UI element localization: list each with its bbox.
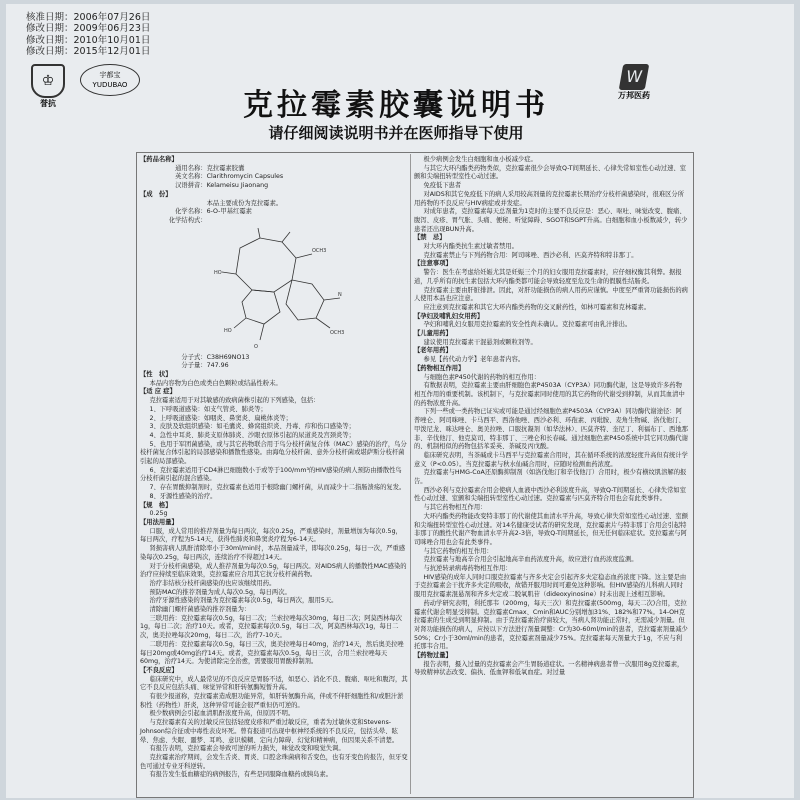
formula-row: 分子量：747.96: [181, 362, 229, 370]
paragraph: 免疫低下患者: [423, 182, 462, 190]
section-heading: 【药物过量】: [414, 652, 452, 660]
wanbang-logo-icon: W: [619, 64, 650, 90]
structure-drawing: [200, 228, 350, 352]
brand-name-right: 万邦医药: [618, 91, 650, 100]
paragraph: 8、牙源性感染的治疗。: [149, 492, 217, 500]
composition-row: 化学名称：6-O-甲基红霉素: [175, 208, 252, 216]
paragraph: 应注意到克拉霉素和其它大环内酯类药物的交叉耐药性，如林可霉素和克林霉素。: [423, 303, 651, 311]
name-row: 英文名称：Clarithromycin Capsules: [175, 173, 284, 181]
right-column: [414, 156, 688, 678]
name-row: 通用名称：克拉霉素胶囊: [175, 164, 245, 172]
paragraph: 1、下呼吸道感染：如支气管炎、肺炎等；: [149, 405, 267, 413]
paragraph: 有报告发生低血糖症的病例报告，有些是同服降血糖药或胰岛素。: [149, 771, 333, 779]
paragraph: 预防MAC的推荐剂量为成人每次0.5g，每日两次。: [149, 588, 291, 596]
paragraph: 2、上呼吸道感染：如咽炎、鼻窦炎、扁桃体炎等；: [149, 414, 292, 422]
paragraph: 克拉霉素主要由肝脏排泄。因此，对肝功能损伤的病人用药应谨慎。中度至严重肾功能损伤的病人使用本品也应注意。: [414, 286, 688, 303]
paragraph: 克拉霉素与地高辛合用会引起地高辛血药浓度升高，故应进行血药浓度监测。: [423, 556, 638, 564]
paragraph: 5、也用于军团菌感染，或与其它药物联合用于鸟分枝杆菌复合体（MAC）感染的治疗，鸟分枝杆菌复合体引起的局部感染和播散性感染。由海龟分枝杆菌、意外分枝杆菌或堪萨斯分枝杆菌引起的局部感染。: [140, 440, 407, 466]
svg-text:N: N: [338, 291, 342, 298]
svg-text:HO: HO: [214, 269, 222, 276]
section-heading: 【老年用药】: [414, 347, 452, 355]
brand-name-middle-en: YUDUBAO: [92, 81, 128, 89]
paragraph: 治疗非结核分枝杆菌感染的也应该继续用药。: [149, 579, 276, 587]
paragraph: 对成年患者，克拉霉素每天总剂量为1克时的主要不良反应是：恶心、呕吐、味觉改变、腹痛、腹泻、皮疹、胃气胀、头痛、便秘、听觉障碍、SGOT和SGPT升高。白细胞和血小板数减少，转少患者还出现BUN升高。: [414, 208, 688, 233]
paragraph: 下列一些或一类药物已证实或可能是通过经细胞色素P4503A（CYP3A）同功酶代谢途径：阿普唑仑、阿司咪唑、卡马西平、西洛他唑、西沙必利、环孢素、丙吡胺、麦角生物碱、洛伐他汀、甲泼尼龙、咪达唑仑、奥美拉唑、口服抗凝剂（如华法林）、匹莫齐特、奎尼丁、利福布丁、西地那非、辛伐他汀、他克莫司、特非那丁、三唑仑和长春碱。通过细胞色素P450系统中其它同功酶代谢的、机制相似的药物包括苯妥英、茶碱及丙戊酸。: [414, 408, 688, 451]
leaflet-sheet: [6, 4, 794, 798]
paragraph: 报告表明，摄入过量的克拉霉素会产生胃肠道症状。一名精神病患者曾一次服用8g克拉霉素，导致精神状态改变、偏执、低血钾和低氧血症。对过量: [414, 660, 684, 677]
name-row: 汉语拼音：Kelameisu Jiaonang: [175, 182, 269, 190]
paragraph: 极少数病例会引起血清肌酐浓度升高，但原因不明。: [149, 710, 295, 718]
svg-text:OCH3: OCH3: [330, 329, 345, 336]
section-heading: 【孕妇及哺乳妇女用药】: [414, 312, 484, 320]
paragraph: 4、急性中耳炎、肺炎支原体肺炎、沙眼衣原体引起的尿道炎及宫颈炎等；: [149, 431, 355, 439]
paragraph: 0.25g: [149, 510, 168, 518]
paragraph: 极少病例会发生白细胞和血小板减少症。: [423, 156, 537, 163]
paragraph: 克拉霉素适用于对其敏感的致病菌株引起的下列感染，包括：: [149, 397, 320, 405]
revision-row: 修改日期：2009年06月23日: [26, 23, 151, 35]
paragraph: HIV感染的成年人同时口服克拉霉素与齐多夫定会引起齐多夫定稳态血药浓度下降。这主要是由于克拉霉素会干扰齐多夫定的吸收，故错开服用时间可避免这种影响。但HIV感染的儿科病人同时服用克拉霉素混悬剂和齐多夫定或二脱氧肌苷（dideoxyinosine）时未出现上述相互影响。: [414, 573, 687, 599]
section-heading: 【成 份】: [140, 190, 172, 198]
paragraph: 建议使用克拉霉素干混悬剂或颗粒剂等。: [423, 338, 537, 346]
paragraph: 大环内酯类药物能改变特非那丁的代谢使其血清水平升高，导致心律失常如室性心动过速、室颤和尖端扭转型室性心动过速。对14名健康受试者的研究发现，克拉霉素片与特非那丁合用会引起特非那丁的酸性代谢产物血清水平升高2-3倍，导致Q-T间期延长，但无任何临床症状。克拉霉素与阿司咪唑合用也会有此类事件。: [414, 512, 688, 546]
section-heading: 【规 格】: [140, 501, 172, 509]
paragraph: 临床研究中，成人最常见的不良反应是胃肠不适，如恶心、消化不良、腹痛、呕吐和腹泻，其它不良反应包括头痛、味觉异常和肝转氨酶短暂升高。: [140, 675, 408, 692]
section-heading: 【注意事项】: [414, 260, 452, 268]
composition-row: 本品主要成份为克拉霉素。: [206, 199, 283, 207]
brand-logo-right: [612, 64, 656, 104]
paragraph: 本品内容物为白色或类白色颗粒或结晶性粉末。: [149, 379, 282, 387]
paragraph: 警告：医生在考虑给妊娠尤其是妊娠三个月的妇女服用克拉霉素时，应仔细权衡其利弊。据报道，几乎所有的抗生素包括大环内酯类都可能会导致轻度至危及生命的假膜性结肠炎。: [414, 269, 682, 285]
section-heading: 【性 状】: [140, 371, 172, 379]
paragraph: 与细胞色素P450代谢的药物的相互作用：: [423, 373, 541, 381]
section-heading: 【禁 忌】: [414, 234, 446, 242]
document-title: 克拉霉素胶囊说明书: [243, 88, 549, 123]
svg-text:HO: HO: [224, 327, 232, 334]
brand-logo-middle: [80, 64, 140, 96]
section-heading: 【药品名称】: [140, 156, 178, 163]
paragraph: 有很少报道称，克拉霉素造成胆功能异常，如肝转氨酶升高，伴或不伴肝细胞性和/或胆汁淤积性（药物性）肝炎，这种异常可能会很严重但仍可逆的。: [140, 693, 404, 709]
paragraph: 参见【药代动力学】老年患者内容。: [423, 356, 525, 364]
paragraph: 与其它药物的相互作用：: [423, 547, 493, 555]
paragraph: 清除幽门螺杆菌感染的推荐剂量为：: [149, 606, 251, 614]
paragraph: 克拉霉素禁止与下列药物合用：阿司咪唑、西沙必利、匹莫齐特和特非那丁。: [423, 251, 638, 259]
paragraph: 三联用药：克拉霉素每次0.5g，每日二次；兰索拉唑每次30mg，每日二次；阿莫西林每次1g，每日二次；治疗10天。或者，克拉霉素每次0.5g，每日二次，阿莫西林每次1g，每日二次，奥美拉唑每次20mg，每日二次，治疗7-10天。: [140, 614, 402, 640]
chemical-structure-diagram: [200, 228, 350, 352]
document-subtitle: 请仔细阅读说明书并在医师指导下使用: [268, 124, 524, 142]
paragraph: 二联用药：克拉霉素每次0.5g，每日三次，奥美拉唑每日40mg，治疗14天，然后奥美拉唑每日20mg或40mg治疗14天。或者，克拉霉素每次0.5g，每日三次，合用兰索拉唑每天60mg，治疗14天。为使清除完全治愈，需要服用胃酸抑制剂。: [140, 640, 404, 666]
paragraph: 对大环内酯类抗生素过敏者禁用。: [423, 243, 518, 251]
section-heading: 【用法用量】: [140, 518, 178, 526]
revision-row: 修改日期：2015年12月01日: [26, 45, 151, 57]
paragraph: 有数据表明，克拉霉素主要由肝细胞色素P4503A（CYP3A）同功酶代谢，这是导致许多药物相互作用的重要机制。该机制下，与克拉霉素同时使用的其它药物的代谢受到抑制，从而其血清中的药物浓度升高。: [414, 382, 685, 407]
paragraph: 对AIDS和其它免疫低下的病人采用较高剂量的克拉霉素长期治疗分枝杆菌感染时，很难区分所用药物的不良反应与HIV病症或并发症。: [414, 190, 685, 207]
paragraph: 与抗逆转录病毒药物相互作用：: [423, 565, 512, 573]
paragraph: 与其它药物相互作用：: [423, 504, 487, 512]
left-column: [140, 156, 408, 780]
composition-row: 化学结构式：: [168, 216, 207, 224]
tiger-shield-icon: ♔: [31, 64, 65, 98]
paragraph: 与克拉霉素有关的过敏反应包括轻度皮疹和严重过敏反应，重者为过敏休克和Stevens-Johnson综合征或中毒性表皮坏死。曾有报道可出现中枢神经系统的不良反应，包括头晕、眩晕、焦虑、失眠、噩梦、耳鸣、意识模糊、定向力障碍、幻觉和精神病，但因果关系不清楚。: [140, 719, 399, 744]
paragraph: 肾损害病人肌酐清除率小于30ml/min时，本品剂量减半，即每次0.25g，每日一次，严重感染每次0.25g，每日两次，连续治疗不得超过14天。: [140, 545, 406, 561]
paragraph: 药动学研究表明，利托那韦（200mg，每天三次）和克拉霉素(500mg，每天二次)合用，克拉霉素代谢会明显受抑制。克拉霉素Cmax、Cmin和AUC分别增加31%、182%和77%。14-OH克拉霉素的生成受到明显抑制。由于克拉霉素治疗窗较大，当病人肾功能正常时，无需减少剂量。但对肾功能损伤的病人，应按以下方法进行剂量调整：Cr为30-60ml/min的患者，克拉霉素剂量减少50%；Cr小于30ml/min的患者，克拉霉素剂量减少75%。克拉霉素每天剂量大于1g，不应与利托那韦合用。: [414, 599, 688, 651]
paragraph: 克拉霉素与HMG-CoA还原酶抑制剂（如洛伐他汀和辛伐他汀）合用时，极少有横纹肌溶解的报告。: [414, 469, 687, 486]
brand-name-left: 誉抗: [40, 99, 56, 108]
paragraph: 与其它大环内酯类药物类似，克拉霉素很少会导致Q-T间期延长、心律失常如室性心动过速、室颤和尖端扭转型室性心动过速。: [414, 164, 686, 181]
paragraph: 3、皮肤及软组织感染：如毛囊炎、蜂窝组织炎、丹毒、疖和伤口感染等；: [149, 423, 355, 431]
paragraph: 临床研究表明，当茶碱或卡马西平与克拉霉素合用时，其在循环系统的浓度轻度升高但有统计学意义（P<0.05）。当克拉霉素与秋水仙碱合用时，应随时检测血药浓度。: [414, 451, 688, 468]
paragraph: 治疗牙源性感染的剂量为克拉霉素每次0.5g，每日两次，服用5天。: [149, 597, 338, 605]
section-heading: 【不良反应】: [140, 666, 178, 674]
brand-name-middle: 宇都宝: [99, 71, 121, 79]
paragraph: 克拉霉素治疗期间，会发生舌炎、胃炎、口腔念珠菌病和舌变色，也有牙变色的报告，但牙变色可通过专业牙科逆转。: [140, 753, 408, 770]
paragraph: 口服，成人常用的推荐剂量为每日两次，每次0.25g，严重感染时，剂量增加为每次0.5g，每日两次，疗程为5-14天，获得性肺炎和鼻窦炎疗程为6-14天。: [140, 527, 402, 544]
formula-row: 分子式：C38H69NO13: [181, 353, 250, 361]
brand-logo-left: [26, 64, 70, 108]
paragraph: 6、克拉霉素适用于CD4淋巴细胞数小于或等于100/mm³的HIV感染的病人预防由播散性鸟分枝杆菌引起的混合感染。: [140, 466, 402, 483]
paragraph: 有报告表明，克拉霉素会导致可逆的听力损失，味觉改变和嗅觉失调。: [149, 745, 345, 753]
revision-row: 核准日期：2006年07月26日: [26, 12, 151, 23]
revision-row: 修改日期：2010年10月01日: [26, 34, 151, 46]
paragraph: 西沙必利与克拉霉素合用会使病人血液中西沙必利浓度升高，导致Q-T间期延长、心律失常如室性心动过速、室颤和尖端扭转型室性心动过速。克拉霉素与匹莫齐特合用也会有此类事件。: [414, 486, 686, 503]
section-heading: 【儿童用药】: [414, 330, 452, 338]
column-divider: [410, 154, 411, 794]
svg-text:O: O: [254, 343, 258, 350]
section-heading: 【适 应 症】: [140, 388, 176, 396]
paragraph: 对于分枝杆菌感染，成人推荐剂量为每次0.5g，每日两次。对AIDS病人的播散性MAC感染的治疗应持续至临床效果，克拉霉素应合用其它抗分枝杆菌药物。: [140, 562, 407, 579]
paragraph: 孕妇和哺乳妇女服用克拉霉素的安全性尚未确认。克拉霉素可由乳汁排出。: [423, 321, 632, 329]
svg-text:OCH3: OCH3: [312, 247, 327, 254]
revision-dates: [26, 12, 150, 57]
paragraph: 7、存在胃酸抑制剂时，克拉霉素也适用于根除幽门螺杆菌，从而减少十二指肠溃疡的复发。: [149, 484, 406, 492]
section-heading: 【药物相互作用】: [414, 364, 465, 372]
